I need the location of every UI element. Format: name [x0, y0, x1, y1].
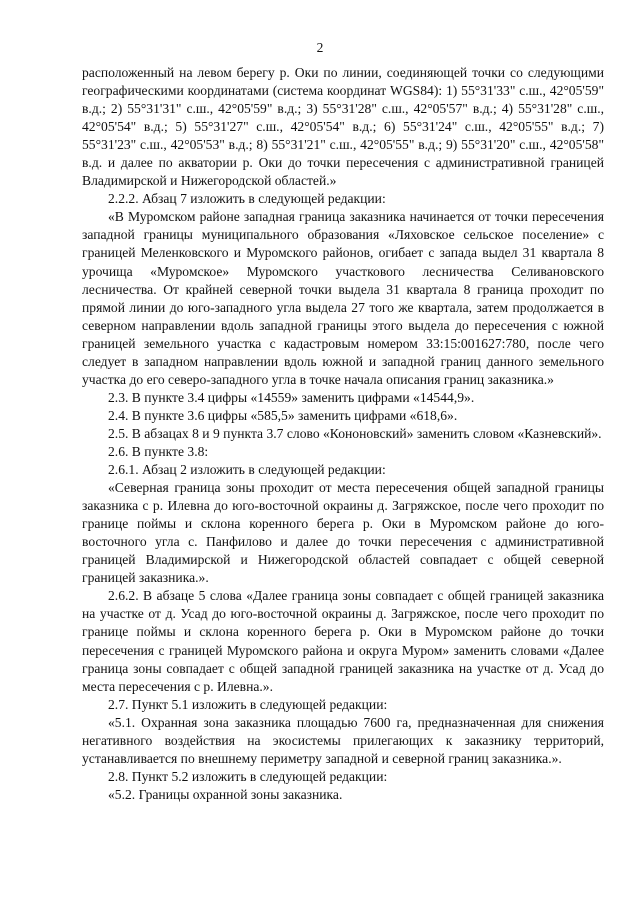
paragraph: 2.8. Пункт 5.2 изложить в следующей редакции: [108, 768, 388, 784]
page-number: 2 [316, 40, 324, 55]
paragraph: 2.4. В пункте 3.6 цифры «585,5» заменить цифрами «618,6». [108, 407, 458, 423]
paragraph: «5.1. Охранная зона заказника площадью 7600 га, предназначенная для снижения негативного воздействия на экосистемы прилегающих к заказнику территорий, устанавливается по внешнему периметру западной и северной границ заказника.». [82, 714, 604, 766]
paragraph: «В Муромском районе западная граница заказника начинается от точки пересечения западной границы муниципального образования «Ляховское сельское поселение» с границей Меленковского и Муромского районов, огибает с запада выдел 31 квартала 8 урочища «Муромское» Муромского участкового лесничества Селивановского лесничества. От крайней северной точки выдела 31 квартала 8 граница проходит по прямой линии до юго-западного угла выдела 27 того же квартала, затем продолжается в северном направлении вдоль западной границы этого выдела до пересечения с южной границей земельного участка с кадастровым номером 33:15:001627:780, после чего следует в западном направлении вдоль южной и западной границ данного земельного участка до его северо-западного угла в точке начала описания границ заказника.» [82, 209, 604, 387]
paragraph: расположенный на левом берегу р. Оки по линии, соединяющей точки со следующими географическими координатами (система координат WGS84): 1) 55°31'33" с.ш., 42°05'59" в.д.; 2) 55°31'31" с.ш., 42°05'59" в.д.; 3) 55°31'28" с.ш., 42°05'57" в.д.; 4) 55°31'28" с.ш., 42°05'54" в.д.; 5) 55°31'27" с.ш., 42°05'54" в.д.; 6) 55°31'24" с.ш., 42°05'55" в.д.; 7) 55°31'23" с.ш., 42°05'53" в.д.; 8) 55°31'21" с.ш., 42°05'55" в.д.; 9) 55°31'20" с.ш., 42°05'58" в.д. и далее по акватории р. Оки до точки пересечения с административной границей Владимирской и Нижегородской областей.» [82, 65, 604, 189]
paragraph: 2.2.2. Абзац 7 изложить в следующей редакции: [108, 191, 386, 207]
paragraph: «Северная граница зоны проходит от места пересечения общей западной границы заказника с р. Илевна до юго-восточной окраины д. Загряжское, после чего проходит по границе поймы и склона коренного берега р. Оки в Муромском районе до юго-восточного угла с. Панфилово и далее до точки пересечения с административной границей Владимирской и Нижегородской областей совпадает с общей северной границей заказника.». [82, 480, 604, 586]
paragraph: «5.2. Границы охранной зоны заказника. [108, 786, 343, 802]
paragraph: 2.3. В пункте 3.4 цифры «14559» заменить цифрами «14544,9». [108, 389, 475, 405]
paragraph: 2.6.1. Абзац 2 изложить в следующей редакции: [108, 462, 386, 478]
paragraph: 2.6. В пункте 3.8: [108, 443, 209, 459]
paragraph: 2.5. В абзацах 8 и 9 пункта 3.7 слово «Кононовский» заменить словом «Казневский». [108, 425, 602, 441]
document-body [82, 64, 604, 804]
paragraph: 2.6.2. В абзаце 5 слова «Далее граница зоны совпадает с общей границей заказника на участке от д. Усад до юго-восточной окраины д. Загряжское, после чего проходит по границе поймы и склона коренного берега р. Оки в Муромском районе до точки пересечения с границей Муромского района и округа Муром» заменить словами «Далее граница зоны совпадает с общей западной границей заказника на участке от д. Усад до места пересечения с р. Илевна.». [82, 588, 604, 694]
paragraph: 2.7. Пункт 5.1 изложить в следующей редакции: [108, 696, 388, 712]
